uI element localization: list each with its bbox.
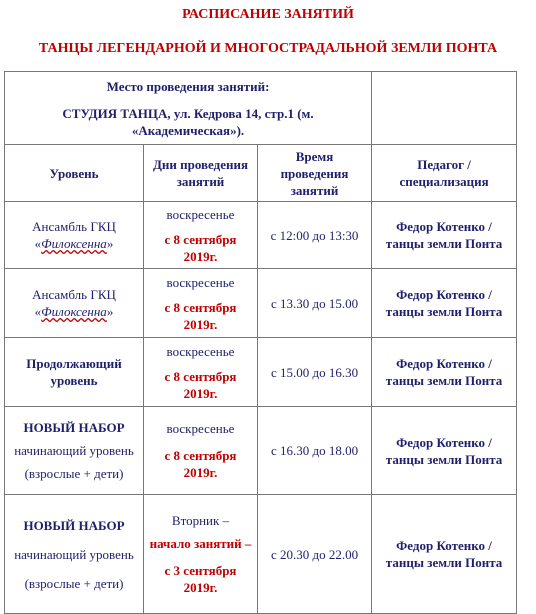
- level-beginner: начинающий уровень: [14, 443, 134, 458]
- days-cell: [144, 269, 258, 338]
- level-ensemble: [9, 235, 139, 252]
- day-name: воскресенье: [166, 421, 235, 436]
- level-cell: [5, 407, 144, 495]
- quote-open: «: [34, 236, 42, 251]
- teacher-cell: Федор Котенко / танцы земли Понта: [372, 407, 517, 495]
- teacher-cell: Федор Котенко / танцы земли Понта: [372, 202, 517, 269]
- ensemble-name: Филоксенна: [41, 236, 107, 251]
- time-cell: с 13.30 до 15.00: [258, 269, 372, 338]
- level-cell: Продолжающий уровень: [5, 338, 144, 407]
- time-cell: с 12:00 до 13:30: [258, 202, 372, 269]
- quote-close: »: [106, 236, 114, 251]
- level-beginner: начинающий уровень: [14, 546, 134, 562]
- level-audience: (взрослые + дети): [24, 575, 124, 591]
- start-date: с 3 сентября 2019г.: [164, 563, 237, 595]
- start-date: с 8 сентября 2019г.: [164, 299, 237, 332]
- start-date: с 8 сентября 2019г.: [164, 231, 237, 264]
- schedule-table: [4, 71, 517, 614]
- day-name: воскресенье: [166, 274, 235, 290]
- days-cell: [144, 202, 258, 269]
- start-note: начало занятий –: [149, 536, 252, 551]
- teacher-cell: Федор Котенко / танцы земли Понта: [372, 338, 517, 407]
- start-date: с 8 сентября 2019г.: [164, 448, 237, 480]
- venue-label: Место проведения занятий:: [106, 78, 270, 94]
- level-new-enrollment: НОВЫЙ НАБОР: [23, 517, 125, 533]
- header-teacher: Педагог / специализация: [372, 145, 517, 202]
- quote-close: »: [106, 304, 114, 319]
- schedule-subtitle: ТАНЦЫ ЛЕГЕНДАРНОЙ И МНОГОСТРАДАЛЬНОЙ ЗЕМЛИ ПОНТА: [38, 41, 498, 56]
- table-row: [5, 407, 517, 495]
- level-cell: [5, 495, 144, 614]
- teacher-cell: Федор Котенко / танцы земли Понта: [372, 495, 517, 614]
- time-cell: с 20.30 до 22.00: [258, 495, 372, 614]
- time-cell: с 16.30 до 18.00: [258, 407, 372, 495]
- start-date: с 8 сентября 2019г.: [164, 368, 237, 401]
- venue-address-line1: СТУДИЯ ТАНЦА, ул. Кедрова 14, стр.1 (м.: [62, 105, 314, 121]
- table-row: [5, 269, 517, 338]
- time-cell: с 15.00 до 16.30: [258, 338, 372, 407]
- quote-open: «: [34, 304, 42, 319]
- day-name: воскресенье: [166, 206, 235, 222]
- level-name: Ансамбль ГКЦ: [32, 219, 116, 234]
- header-level: Уровень: [5, 145, 144, 202]
- venue-cell: [5, 72, 372, 145]
- days-cell: [144, 407, 258, 495]
- level-cell: [5, 202, 144, 269]
- header-row: [5, 145, 517, 202]
- level-ensemble: [9, 303, 139, 320]
- schedule-title: РАСПИСАНИЕ ЗАНЯТИЙ: [182, 7, 354, 22]
- venue-address-line2: «Академическая»).: [131, 122, 245, 138]
- table-row: [5, 338, 517, 407]
- table-row: [5, 495, 517, 614]
- days-cell: [144, 338, 258, 407]
- day-name: Вторник –: [171, 513, 230, 528]
- venue-empty-cell: [372, 72, 517, 145]
- level-name: Ансамбль ГКЦ: [32, 287, 116, 302]
- header-time: Время проведения занятий: [258, 145, 372, 202]
- ensemble-name: Филоксенна: [41, 304, 107, 319]
- header-days: Дни проведения занятий: [144, 145, 258, 202]
- table-row: [5, 202, 517, 269]
- level-cell: [5, 269, 144, 338]
- teacher-cell: Федор Котенко / танцы земли Понта: [372, 269, 517, 338]
- level-new-enrollment: НОВЫЙ НАБОР: [23, 420, 125, 435]
- days-cell: [144, 495, 258, 614]
- day-name: воскресенье: [166, 343, 235, 359]
- level-audience: (взрослые + дети): [24, 466, 124, 481]
- venue-row: [5, 72, 517, 145]
